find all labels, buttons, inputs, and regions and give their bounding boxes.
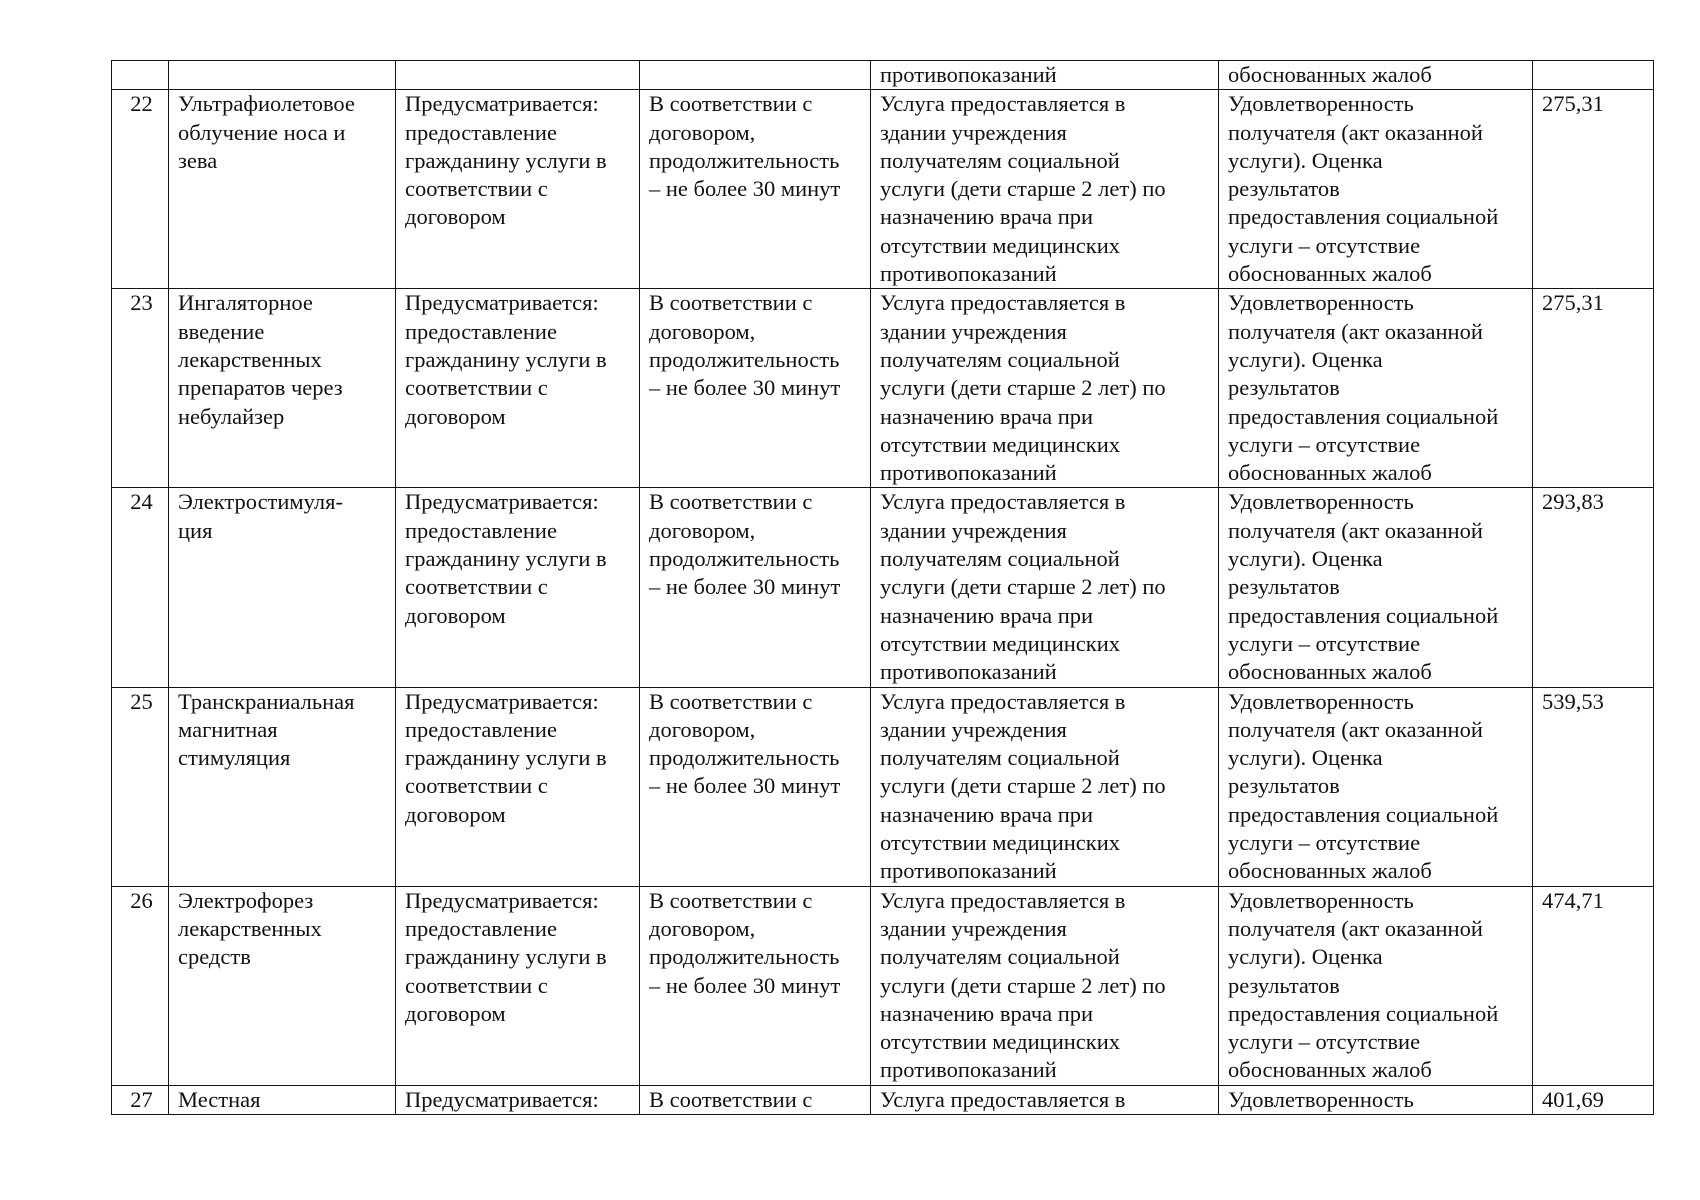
row-number: 26 xyxy=(112,886,169,1085)
service-price: 401,69 xyxy=(1533,1085,1654,1114)
table-row xyxy=(112,488,1654,687)
table-row xyxy=(112,687,1654,886)
row-number: 22 xyxy=(112,90,169,289)
service-quality: Удовлетворенность получателя (акт оказанной услуги). Оценка результатов предоставления социальной услуги – отсутствие обоснованных жалоб xyxy=(1219,90,1533,289)
service-conditions: противопоказаний xyxy=(871,61,1219,90)
service-quality: Удовлетворенность получателя (акт оказанной услуги). Оценка результатов предоставления социальной услуги – отсутствие обоснованных жалоб xyxy=(1219,488,1533,687)
service-conditions: Услуга предоставляется в здании учреждения получателям социальной услуги (дети старше 2 лет) по назначению врача при отсутствии медицинских противопоказаний xyxy=(871,687,1219,886)
service-conditions: Услуга предоставляется в здании учреждения получателям социальной услуги (дети старше 2 лет) по назначению врача при отсутствии медицинских противопоказаний xyxy=(871,289,1219,488)
row-number xyxy=(112,61,169,90)
service-content: Предусматривается: предоставление гражданину услуги в соответствии с договором xyxy=(396,886,640,1085)
service-price: 293,83 xyxy=(1533,488,1654,687)
row-number: 27 xyxy=(112,1085,169,1114)
service-content: Предусматривается: предоставление гражданину услуги в соответствии с договором xyxy=(396,90,640,289)
service-period: В соответствии с договором, продолжительность – не более 30 минут xyxy=(640,90,871,289)
service-period: В соответствии с договором, продолжительность – не более 30 минут xyxy=(640,687,871,886)
table-row xyxy=(112,289,1654,488)
service-period xyxy=(640,61,871,90)
service-conditions: Услуга предоставляется в здании учреждения получателям социальной услуги (дети старше 2 лет) по назначению врача при отсутствии медицинских противопоказаний xyxy=(871,488,1219,687)
service-conditions: Услуга предоставляется в здании учреждения получателям социальной услуги (дети старше 2 лет) по назначению врача при отсутствии медицинских противопоказаний xyxy=(871,886,1219,1085)
service-content: Предусматривается: предоставление гражданину услуги в соответствии с договором xyxy=(396,687,640,886)
service-content xyxy=(396,61,640,90)
service-price: 539,53 xyxy=(1533,687,1654,886)
service-name xyxy=(169,61,396,90)
service-period: В соответствии с xyxy=(640,1085,871,1114)
service-content: Предусматривается: предоставление гражданину услуги в соответствии с договором xyxy=(396,289,640,488)
service-price: 275,31 xyxy=(1533,289,1654,488)
service-price: 275,31 xyxy=(1533,90,1654,289)
row-number: 25 xyxy=(112,687,169,886)
service-period: В соответствии с договором, продолжительность – не более 30 минут xyxy=(640,886,871,1085)
service-price: 474,71 xyxy=(1533,886,1654,1085)
table-row xyxy=(112,886,1654,1085)
service-quality: Удовлетворенность получателя (акт оказанной услуги). Оценка результатов предоставления социальной услуги – отсутствие обоснованных жалоб xyxy=(1219,687,1533,886)
services-table xyxy=(111,60,1654,1115)
table-row-continued xyxy=(112,61,1654,90)
service-period: В соответствии с договором, продолжительность – не более 30 минут xyxy=(640,488,871,687)
service-quality: обоснованных жалоб xyxy=(1219,61,1533,90)
service-conditions: Услуга предоставляется в здании учреждения получателям социальной услуги (дети старше 2 лет) по назначению врача при отсутствии медицинских противопоказаний xyxy=(871,90,1219,289)
table-row-truncated xyxy=(112,1085,1654,1114)
service-content: Предусматривается: xyxy=(396,1085,640,1114)
service-name: Электростимуля- ция xyxy=(169,488,396,687)
service-quality: Удовлетворенность xyxy=(1219,1085,1533,1114)
service-name: Транскраниальная магнитная стимуляция xyxy=(169,687,396,886)
service-name: Ультрафиолетовое облучение носа и зева xyxy=(169,90,396,289)
service-quality: Удовлетворенность получателя (акт оказанной услуги). Оценка результатов предоставления социальной услуги – отсутствие обоснованных жалоб xyxy=(1219,289,1533,488)
service-name: Электрофорез лекарственных средств xyxy=(169,886,396,1085)
row-number: 23 xyxy=(112,289,169,488)
service-name: Местная xyxy=(169,1085,396,1114)
service-period: В соответствии с договором, продолжительность – не более 30 минут xyxy=(640,289,871,488)
service-content: Предусматривается: предоставление гражданину услуги в соответствии с договором xyxy=(396,488,640,687)
row-number: 24 xyxy=(112,488,169,687)
service-conditions: Услуга предоставляется в xyxy=(871,1085,1219,1114)
table-row xyxy=(112,90,1654,289)
service-name: Ингаляторное введение лекарственных препаратов через небулайзер xyxy=(169,289,396,488)
service-price xyxy=(1533,61,1654,90)
service-quality: Удовлетворенность получателя (акт оказанной услуги). Оценка результатов предоставления социальной услуги – отсутствие обоснованных жалоб xyxy=(1219,886,1533,1085)
